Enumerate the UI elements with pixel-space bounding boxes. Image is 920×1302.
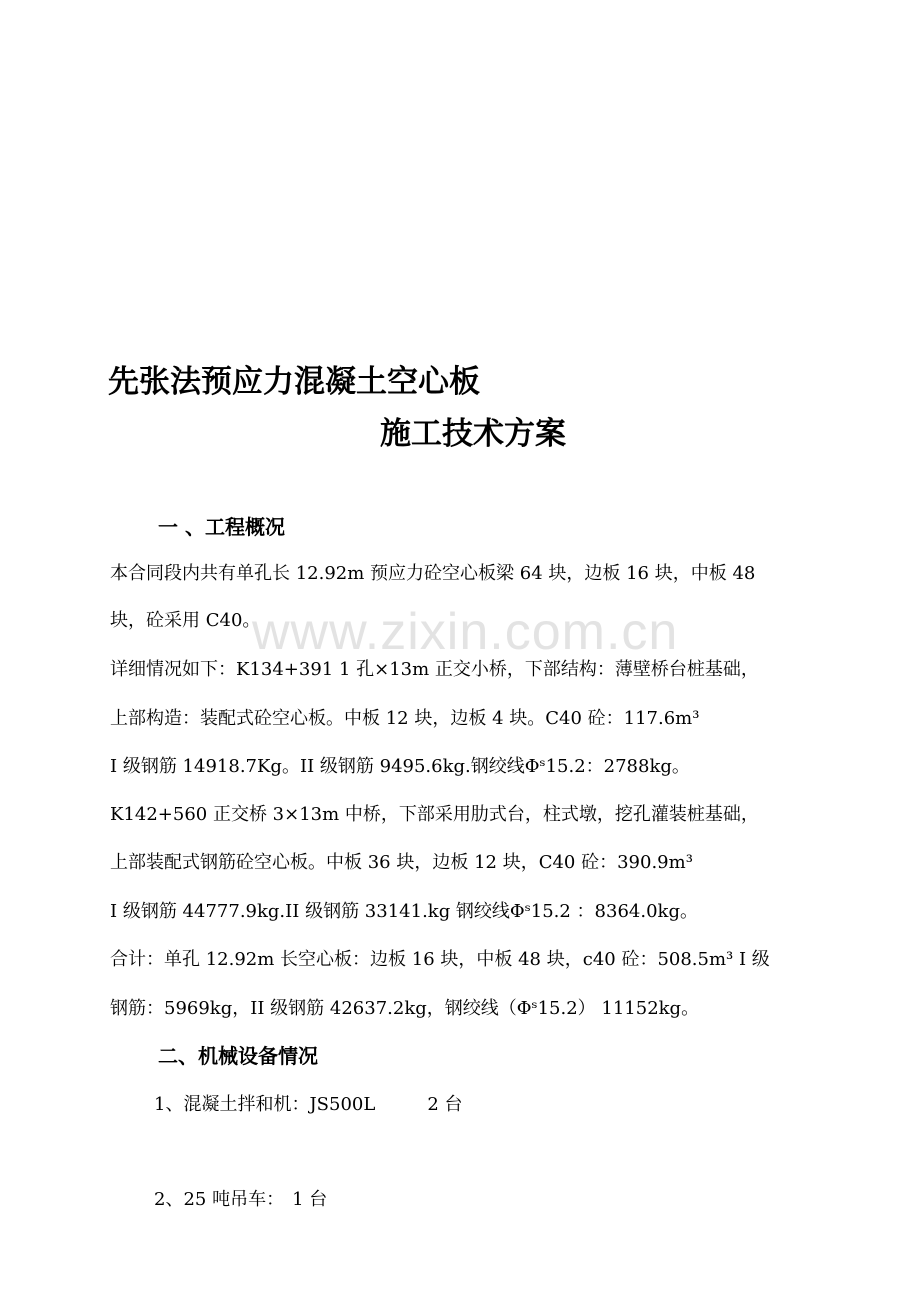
body-line: 合计：单孔 12.92m 长空心板：边板 16 块，中板 48 块，c40 砼：508.5m³ I 级 (110, 949, 770, 970)
body-line: 块，砼采用 C40。 (110, 610, 261, 631)
section1-heading: 一 、工程概况 (158, 515, 285, 539)
document-title-line1: 先张法预应力混凝土空心板 (108, 364, 480, 400)
equipment-label: 2、25 吨吊车： (154, 1189, 285, 1210)
body-line: 上部构造：装配式砼空心板。中板 12 块，边板 4 块。C40 砼：117.6m³ (110, 708, 700, 729)
watermark: www.zixin.com.cn (252, 603, 679, 661)
equipment-item (154, 1090, 463, 1116)
body-line: I 级钢筋 14918.7Kg。II 级钢筋 9495.6kg.钢绞线Φˢ15.2：2788kg。 (110, 756, 690, 777)
section2-heading: 二、机械设备情况 (158, 1044, 318, 1068)
body-line: 本合同段内共有单孔长 12.92m 预应力砼空心板梁 64 块，边板 16 块，中板 48 (110, 563, 756, 584)
body-line: K142+560 正交桥 3×13m 中桥，下部采用肋式台，柱式墩，挖孔灌装桩基础， (110, 804, 759, 825)
equipment-qty: 2 台 (427, 1094, 463, 1115)
equipment-qty: 1 台 (292, 1189, 328, 1210)
body-line: I 级钢筋 44777.9kg.II 级钢筋 33141.kg 钢绞线Φˢ15.2 ：8364.0kg。 (110, 901, 698, 922)
body-line: 钢筋：5969kg，II 级钢筋 42637.2kg，钢绞线（Φˢ15.2） 11152kg。 (110, 998, 700, 1019)
document-title-line2: 施工技术方案 (380, 416, 566, 452)
equipment-item (154, 1185, 327, 1211)
body-line: 详细情况如下：K134+391 1 孔×13m 正交小桥，下部结构：薄壁桥台桩基础， (110, 659, 759, 680)
body-line: 上部装配式钢筋砼空心板。中板 36 块，边板 12 块，C40 砼：390.9m³ (110, 852, 693, 873)
equipment-label: 1、混凝土拌和机：JS500L (154, 1094, 376, 1115)
